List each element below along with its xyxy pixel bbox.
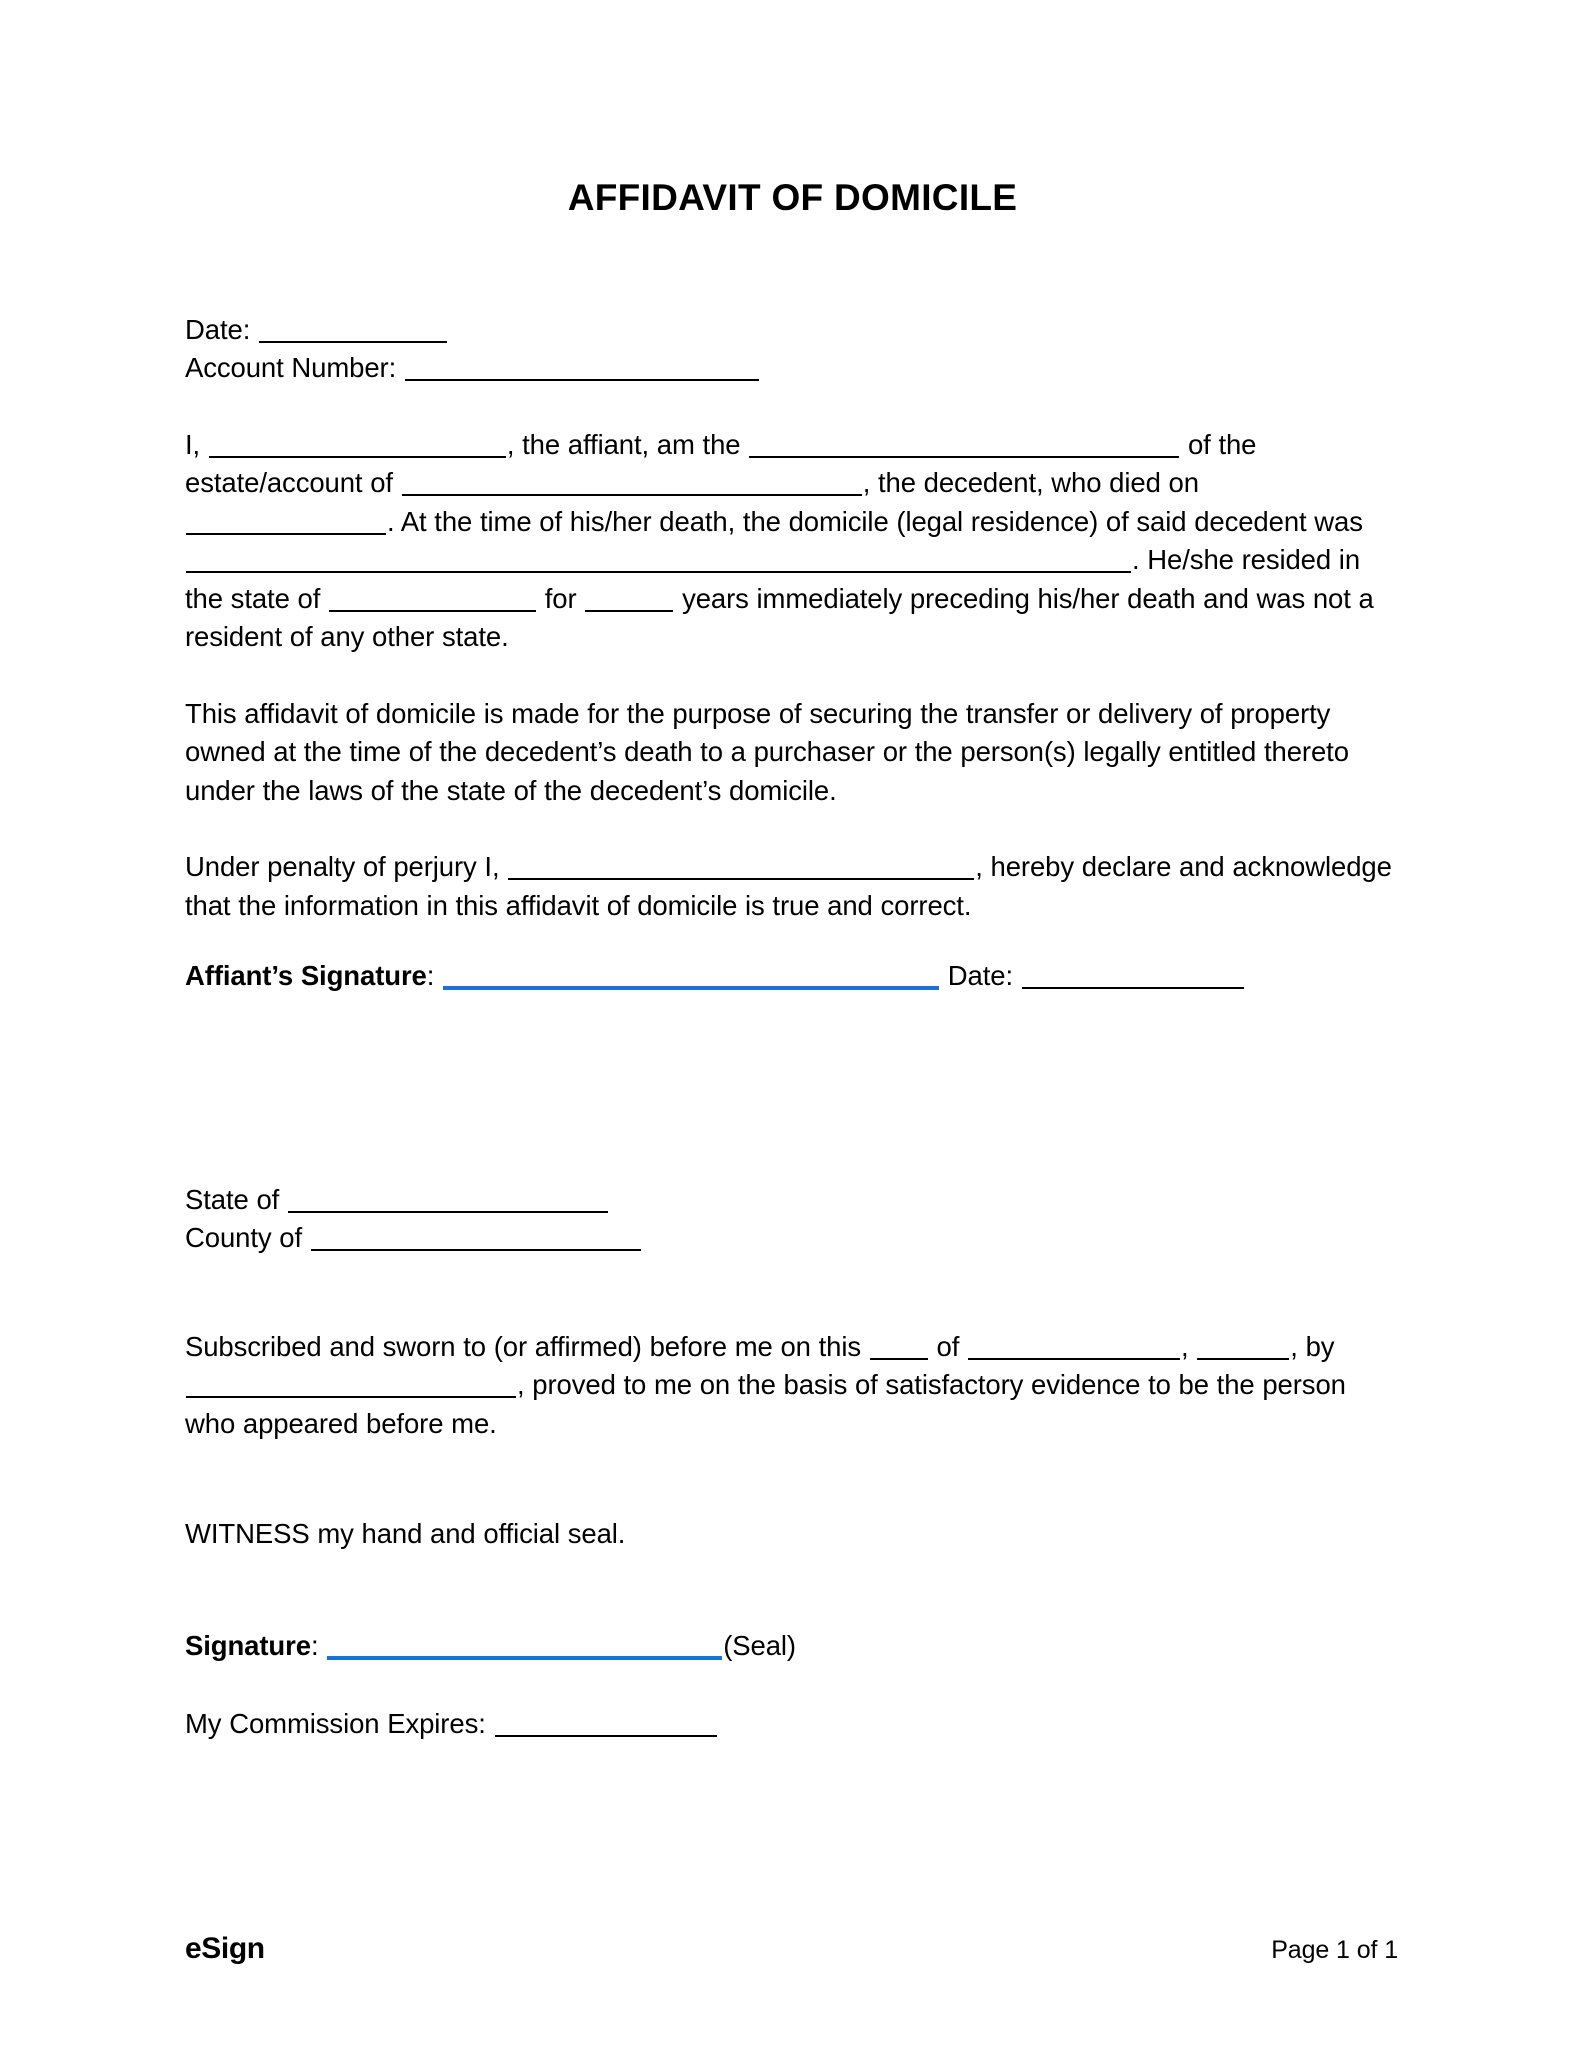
notary-signature-row xyxy=(185,1627,1400,1666)
affiant-role-blank[interactable] xyxy=(749,434,1179,458)
page-title: AFFIDAVIT OF DOMICILE xyxy=(567,177,1018,218)
state-of-label: State of xyxy=(185,1183,280,1215)
spacer xyxy=(185,657,1400,695)
affiant-signature-colon: : xyxy=(426,960,435,992)
sworn-segment-5: by xyxy=(1305,1330,1335,1362)
paragraph1-segment-1: I, xyxy=(185,428,201,460)
perjury-segment-1: Under penalty of perjury I, xyxy=(185,851,500,883)
date-label: Date: xyxy=(185,313,251,345)
account-number-label: Account Number: xyxy=(185,352,397,384)
perjury-paragraph xyxy=(185,848,1400,925)
paragraph1-segment-10: years immediately xyxy=(682,582,903,614)
residence-state-blank[interactable] xyxy=(329,588,536,612)
paragraph1-segment-4: , the decedent, who died on xyxy=(862,467,1199,499)
paragraph1-segment-9: for xyxy=(544,582,577,614)
perjury-segment-2: , hereby declare and xyxy=(975,851,1225,883)
notary-signature-label: Signature xyxy=(185,1629,311,1661)
sworn-statement-paragraph xyxy=(185,1328,1400,1444)
seal-label: (Seal) xyxy=(723,1629,796,1661)
paragraph1-segment-11: preceding his/her death and was not a resident of any other state. xyxy=(185,582,1374,653)
sworn-segment-2: of xyxy=(936,1330,960,1362)
domicile-address-blank[interactable] xyxy=(186,549,1131,573)
purpose-line-2: property owned at the time of the decedent’s death to a purchaser or the person(s) xyxy=(185,697,1331,768)
perjury-name-blank[interactable] xyxy=(508,856,974,880)
header-fields xyxy=(185,311,1400,388)
affiant-signature-blank[interactable] xyxy=(443,964,939,990)
paragraph1-segment-3: of the estate/account of xyxy=(185,428,1257,499)
sworn-segment-3: , xyxy=(1181,1330,1189,1362)
page-footer xyxy=(185,1932,1398,1966)
spacer xyxy=(185,388,1400,426)
affiant-signature-date-blank[interactable] xyxy=(1022,965,1244,989)
spacer xyxy=(185,996,1400,1181)
county-of-label: County of xyxy=(185,1222,303,1254)
witness-line: WITNESS my hand and official seal. xyxy=(185,1518,626,1550)
county-of-blank[interactable] xyxy=(311,1227,641,1251)
date-field-row xyxy=(185,311,1400,350)
account-number-input-blank[interactable] xyxy=(405,357,759,381)
sworn-segment-4: , xyxy=(1290,1330,1298,1362)
affiant-signature-row xyxy=(185,957,1400,996)
sworn-month-blank[interactable] xyxy=(968,1336,1180,1360)
commission-expires-blank[interactable] xyxy=(495,1713,717,1737)
county-of-row xyxy=(185,1219,1400,1258)
affiant-name-blank[interactable] xyxy=(209,434,506,458)
sworn-segment-7: to be the person who appeared before me. xyxy=(185,1369,1346,1439)
date-input-blank[interactable] xyxy=(259,319,447,343)
paragraph1-segment-5: . At the time of his/her death, the domicile (legal residence) of said xyxy=(387,505,1187,537)
notary-signature-blank[interactable] xyxy=(327,1634,722,1660)
spacer xyxy=(185,219,1400,311)
paragraph1-segment-8: He/she resided in the state of xyxy=(185,544,1361,614)
affiant-signature-label: Affiant’s Signature xyxy=(185,960,427,992)
paragraph1-segment-6: decedent was xyxy=(1194,505,1363,537)
sworn-year-blank[interactable] xyxy=(1197,1336,1289,1360)
esign-logo: eSign xyxy=(185,1932,265,1965)
spacer xyxy=(185,925,1400,957)
notary-jurisdiction-block xyxy=(185,1181,1400,1258)
state-of-blank[interactable] xyxy=(288,1189,608,1213)
paragraph1-segment-2: , the affiant, am the xyxy=(506,428,741,460)
spacer xyxy=(185,1554,1400,1627)
date-of-death-blank[interactable] xyxy=(186,511,386,535)
sworn-segment-6: , proved to me on the basis of satisfactory evidence xyxy=(517,1369,1141,1401)
document-body xyxy=(185,0,1400,1744)
sworn-segment-1: Subscribed and sworn to (or affirmed) before me on this xyxy=(185,1330,861,1362)
decedent-name-blank[interactable] xyxy=(402,472,862,496)
affiant-declaration-paragraph xyxy=(185,426,1400,657)
purpose-line-1: This affidavit of domicile is made for the purpose of securing the transfer or delivery of xyxy=(185,697,1223,729)
affiant-signature-date-label: Date: xyxy=(947,960,1014,992)
state-of-row xyxy=(185,1181,1400,1220)
sworn-person-name-blank[interactable] xyxy=(186,1374,516,1398)
purpose-paragraph xyxy=(185,695,1400,811)
sworn-day-blank[interactable] xyxy=(870,1336,928,1360)
page-number: Page 1 of 1 xyxy=(1271,1936,1398,1964)
purpose-line-3: legally entitled thereto under the laws of the state of the decedent’s domicile. xyxy=(185,736,1349,806)
spacer xyxy=(185,1443,1400,1515)
perjury-segment-3: acknowledge that the information in this affidavit of domicile is true and correct. xyxy=(185,851,1392,921)
spacer xyxy=(185,1665,1400,1705)
commission-expires-label: My Commission Expires: xyxy=(185,1708,486,1740)
years-resided-blank[interactable] xyxy=(585,588,673,612)
notary-signature-colon: : xyxy=(310,1629,319,1661)
spacer xyxy=(185,1258,1400,1328)
account-number-field-row xyxy=(185,349,1400,388)
paragraph1-segment-7: . xyxy=(1132,544,1140,576)
spacer xyxy=(185,810,1400,848)
commission-expires-row xyxy=(185,1705,1400,1744)
